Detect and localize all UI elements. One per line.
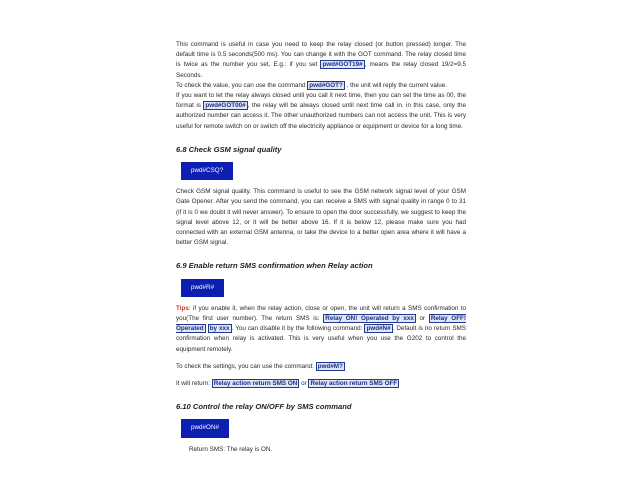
text-line: , the unit will reply the current value.: [344, 81, 448, 89]
text-line: the authorized number can access it. The other unauthorized numbers can not access the unit. This is: [176, 102, 467, 120]
text-line: long time.: [435, 122, 463, 130]
text-line: default time is 0.5 seconds(500 ms). You can change it with the GOT command. The relay closed time: [176, 51, 466, 59]
text-line: Seconds.: [176, 71, 203, 79]
command-highlight: Relay action return SMS ON: [213, 380, 298, 388]
r-command-button: pwd#R#: [181, 279, 224, 297]
relay-hold-paragraph: [176, 40, 466, 132]
text-line: is twice as the number you set, E.g.: if you set: [176, 61, 321, 69]
on-command-button: pwd#ON#: [181, 419, 229, 437]
text-line: or: [415, 315, 429, 323]
text-line: To check the settings, you can use the command:: [176, 362, 316, 370]
check-settings-line: [176, 362, 466, 372]
text-line: . Default is no return SMS: [392, 325, 466, 333]
command-highlight: Relay OFF! Operated: [176, 315, 466, 333]
command-highlight: pwd#M?: [317, 362, 343, 370]
document-page: [176, 40, 466, 455]
text-line: To check the value, you can use the command: [176, 81, 308, 89]
return-values-line: [176, 379, 466, 389]
text-line: . You can disable it by the following command:: [231, 325, 365, 333]
section-heading-6-9: 6.9 Enable return SMS confirmation when Relay action: [176, 261, 373, 271]
text-line: , the relay will be always closed until next time call in. in this case, only: [247, 102, 455, 110]
command-highlight: by xxx: [209, 325, 230, 333]
text-line: or: [299, 380, 309, 388]
text-line: Check GSM signal quality. This command is useful to see the GSM network signal level of your GSM: [176, 188, 466, 196]
text-line: confirmation when relay is activated. This is very useful when you use the G202 to control the: [176, 335, 466, 343]
command-highlight: pwd#GOT?: [309, 81, 343, 89]
command-highlight: pwd#GOT19#: [322, 61, 363, 69]
sms-confirmation-paragraph: [176, 304, 466, 355]
text-line: If you want to let the relay always closed until you call it next time, then you can set the time as 00,: [176, 92, 456, 100]
text-line: equipment remotely.: [176, 345, 233, 353]
text-line: This command is useful in case you need to keep the relay closed (or button pressed) longer. The: [176, 41, 466, 48]
csq-command-button: pwd#CSQ?: [181, 162, 233, 180]
text-line: the signal level above 12, or it will be better above 16. If it is below 12, please make sure you had: [176, 208, 467, 226]
command-highlight: Relay ON! Operated by xxx: [325, 315, 414, 323]
text-line: (if it is 0 we doubt it will never answer). To ensure to open the door successfully, we suggest to keep: [176, 208, 456, 216]
text-line: It will return:: [176, 380, 212, 388]
command-highlight: pwd#GOT00#: [205, 102, 246, 110]
command-highlight: Relay action return SMS OFF: [310, 380, 398, 388]
section-heading-6-8: 6.8 Check GSM signal quality: [176, 144, 282, 154]
return-sms-line: Return SMS: The relay is ON.: [189, 445, 273, 453]
text-line: , means the relay closed 19/2=9.5: [364, 61, 467, 69]
command-highlight: pwd#N#: [366, 325, 391, 333]
text-line: Gate Opener. After you send the command, you can receive a SMS with signal quality in range 0 to 31: [176, 198, 466, 206]
text-line: connected with an external GSM antenna, or take the device to a better open area where it will have a: [176, 229, 466, 237]
text-line: better GSM signal.: [176, 239, 229, 247]
text-line: the format is: [176, 92, 467, 110]
text-line: : if you enable it, when the relay action, close or open, the unit will return a SMS confirmation to: [188, 304, 466, 312]
text-line: you(The first user number). The return SMS is:: [176, 315, 324, 323]
tips-label: Tips: [176, 304, 189, 312]
signal-quality-paragraph: [176, 187, 466, 248]
section-heading-6-10: 6.10 Control the relay ON/OFF by SMS command: [176, 402, 352, 412]
text-line: very useful for remote switch on or switch off the electricity appliance or equipment or device for a: [176, 112, 466, 130]
